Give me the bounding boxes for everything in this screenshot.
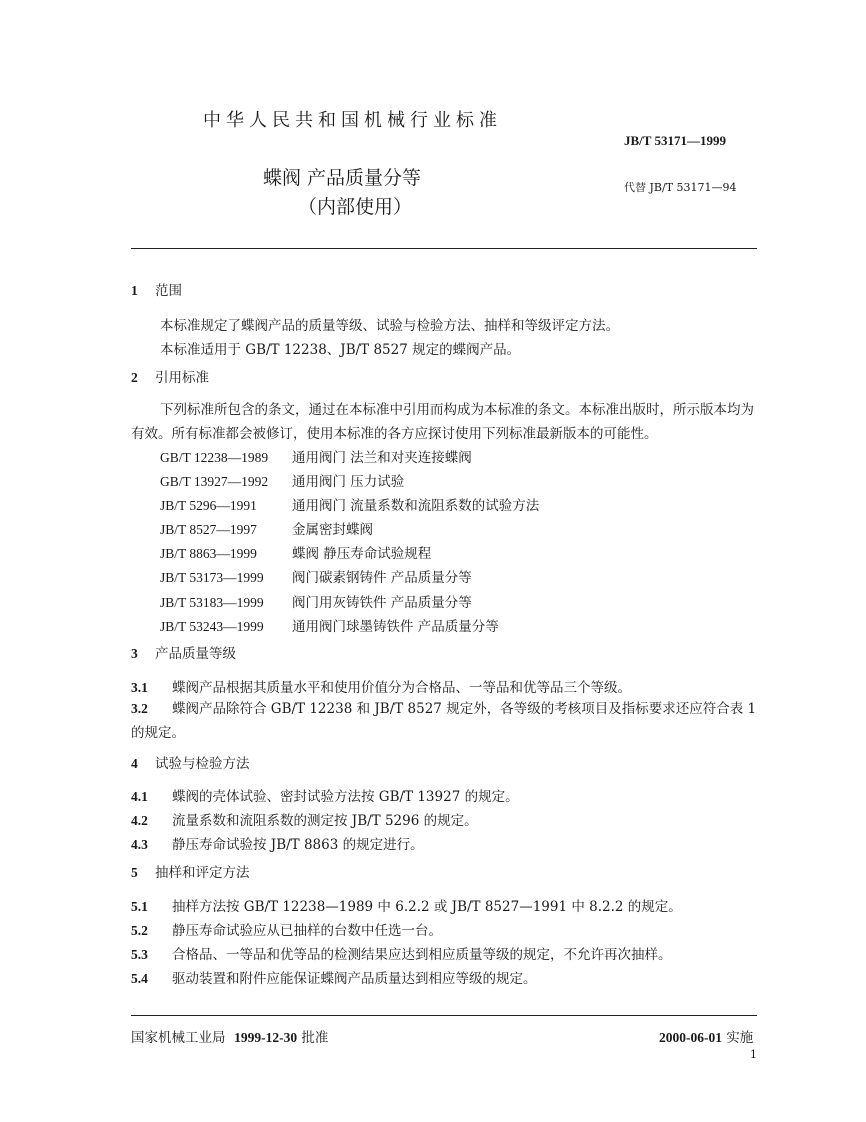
section-number: 5 (131, 865, 138, 880)
page-number: 1 (750, 1048, 757, 1061)
reference-title: 通用阀门球墨铸铁件 产品质量分等 (292, 619, 499, 635)
clause-text: 蝶阀产品根据其质量水平和使用价值分为合格品、一等品和优等品三个等级。 (172, 680, 631, 696)
section-title: 范围 (155, 283, 182, 299)
clause-number: 3.2 (131, 701, 148, 716)
reference-item (160, 566, 472, 586)
clause-text: 蝶阀的壳体试验、密封试验方法按 GB/T 13927 的规定。 (172, 789, 519, 805)
section-4-heading (131, 752, 250, 772)
document-subtitle: （内部使用） (298, 196, 413, 218)
section-number: 3 (131, 646, 138, 661)
clause-number: 4.2 (131, 813, 148, 828)
approval-label: 批准 (301, 1030, 329, 1046)
clause-text: 流量系数和流阻系数的测定按 JB/T 5296 的规定。 (172, 813, 478, 829)
reference-title: 通用阀门 压力试验 (292, 474, 405, 490)
reference-code: JB/T 8527—1997 (160, 522, 257, 537)
header-divider (131, 248, 757, 249)
reference-code: GB/T 12238—1989 (160, 450, 269, 465)
section-1-heading (131, 279, 182, 299)
clause-number: 5.4 (131, 971, 148, 986)
reference-code: JB/T 5296—1991 (160, 498, 257, 513)
clause-3-1 (131, 676, 631, 696)
clause-text: 驱动装置和附件应能保证蝶阀产品质量达到相应等级的规定。 (172, 971, 537, 987)
section-number: 4 (131, 756, 138, 771)
clause-text: 蝶阀产品除符合 GB/T 12238 和 JB/T 8527 规定外，各等级的考核项目及指标要求还应符合表 1 的规定。 (131, 701, 757, 741)
clause-number: 4.3 (131, 837, 148, 852)
clause-number: 5.1 (131, 899, 148, 914)
section-title: 试验与检验方法 (155, 756, 250, 772)
reference-item (160, 518, 373, 538)
clause-5-4 (131, 967, 537, 987)
clause-text: 静压寿命试验按 JB/T 8863 的规定进行。 (172, 837, 424, 853)
section-5-heading (131, 861, 250, 881)
section-1-paragraph-1: 本标准规定了蝶阀产品的质量等级、试验与检验方法、抽样和等级评定方法。 (160, 318, 619, 334)
reference-code: JB/T 53243—1999 (160, 619, 264, 634)
reference-item (160, 446, 472, 466)
reference-item (160, 494, 539, 514)
clause-3-2 (131, 697, 761, 745)
effective-date: 2000-06-01 (659, 1030, 722, 1045)
document-title: 蝶阀 产品质量分等 (263, 167, 422, 189)
reference-code: JB/T 8863—1999 (160, 546, 257, 561)
section-number: 2 (131, 370, 138, 385)
replaces-note: 代替 JB/T 53171—94 (624, 181, 737, 194)
clause-text: 静压寿命试验应从已抽样的台数中任选一台。 (172, 923, 442, 939)
clause-text: 合格品、一等品和优等品的检测结果应达到相应质量等级的规定，不允许再次抽样。 (172, 947, 672, 963)
clause-5-2 (131, 919, 442, 939)
issuing-organization: 中华人民共和国机械行业标准 (203, 110, 502, 131)
effective-label: 实施 (726, 1030, 754, 1046)
clause-number: 4.1 (131, 789, 148, 804)
reference-title: 蝶阀 静压寿命试验规程 (292, 546, 432, 562)
reference-title: 通用阀门 法兰和对夹连接蝶阀 (292, 450, 472, 466)
reference-title: 金属密封蝶阀 (292, 522, 373, 538)
clause-4-3 (131, 833, 424, 853)
clause-number: 5.2 (131, 923, 148, 938)
clause-number: 3.1 (131, 680, 148, 695)
reference-code: GB/T 13927—1992 (160, 474, 269, 489)
clause-number: 5.3 (131, 947, 148, 962)
section-title: 抽样和评定方法 (155, 865, 250, 881)
reference-item (160, 470, 404, 490)
footer-divider (131, 1015, 757, 1016)
clause-4-2 (131, 809, 478, 829)
clause-4-1 (131, 785, 519, 805)
approval-date: 1999-12-30 (234, 1030, 298, 1045)
clause-5-1 (131, 895, 682, 915)
clause-text: 抽样方法按 GB/T 12238—1989 中 6.2.2 或 JB/T 8527—1991 中 8.2.2 的规定。 (172, 899, 682, 915)
standard-code: JB/T 53171—1999 (624, 133, 726, 148)
effective-line (659, 1026, 753, 1046)
reference-title: 通用阀门 流量系数和流阻系数的试验方法 (292, 498, 540, 514)
section-title: 产品质量等级 (155, 646, 236, 662)
section-1-paragraph-2: 本标准适用于 GB/T 12238、JB/T 8527 规定的蝶阀产品。 (160, 342, 521, 358)
section-2-heading (131, 366, 209, 386)
reference-item (160, 591, 472, 611)
reference-title: 阀门用灰铸铁件 产品质量分等 (292, 595, 472, 611)
section-3-heading (131, 642, 236, 662)
approver: 国家机械工业局 (131, 1030, 226, 1046)
section-2-intro: 下列标准所包含的条文，通过在本标准中引用而构成为本标准的条文。本标准出版时，所示版本均为有效。所有标准都会被修订，使用本标准的各方应探讨使用下列标准最新版本的可能性。 (131, 402, 754, 442)
reference-item (160, 615, 499, 635)
reference-title: 阀门碳素钢铸件 产品质量分等 (292, 570, 472, 586)
approval-line (131, 1026, 328, 1046)
section-title: 引用标准 (155, 370, 209, 386)
clause-5-3 (131, 943, 672, 963)
section-number: 1 (131, 283, 138, 298)
reference-item (160, 542, 431, 562)
reference-code: JB/T 53173—1999 (160, 570, 264, 585)
reference-code: JB/T 53183—1999 (160, 595, 264, 610)
